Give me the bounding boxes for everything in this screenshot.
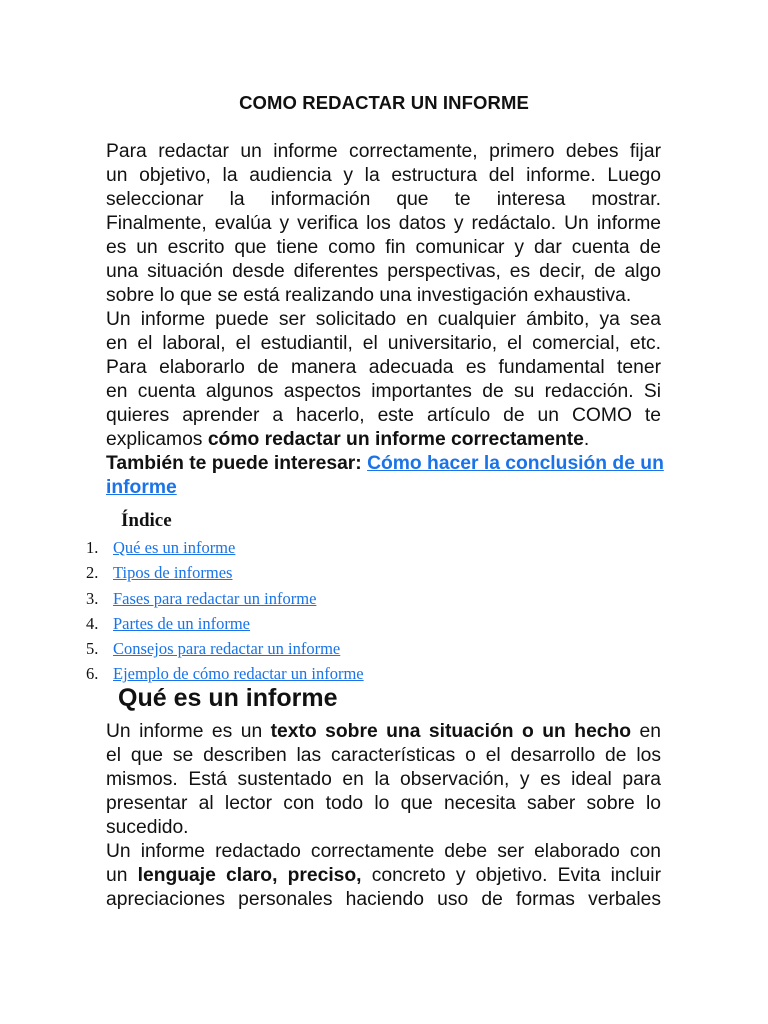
intro-line: un objetivo, la audiencia y la estructura del informe. Luego xyxy=(106,165,661,186)
index-link[interactable]: Partes de un informe xyxy=(113,613,251,633)
index-link[interactable]: Tipos de informes xyxy=(113,563,233,583)
intro-emphasis: cómo redactar un informe correctamente xyxy=(207,429,584,450)
index-number: 1. xyxy=(86,538,99,557)
related-label: También te puede interesar: xyxy=(106,453,368,474)
section-l7-suffix: concreto y objetivo. Evita incluir xyxy=(361,865,661,886)
section-emphasis: texto sobre una situación o un hecho xyxy=(270,721,632,742)
index-link[interactable]: Qué es un informe xyxy=(113,538,236,557)
index-list xyxy=(86,538,364,690)
section-l7-prefix: un xyxy=(106,865,138,886)
intro-line: quieres aprender a hacerlo, este artículo de un COMO te xyxy=(106,405,661,426)
index-item xyxy=(86,563,364,588)
related-link[interactable]: Cómo hacer la conclusión de un informe xyxy=(106,453,664,498)
index-item xyxy=(86,589,364,614)
intro-line: Un informe puede ser solicitado en cualquier ámbito, ya sea xyxy=(106,309,661,330)
index-number: 4. xyxy=(86,613,99,633)
section-heading: Qué es un informe xyxy=(118,684,338,712)
intro-line: en el laboral, el estudiantil, el universitario, el comercial, etc. xyxy=(106,333,661,354)
index-number: 3. xyxy=(86,588,99,608)
index-link[interactable]: Consejos para redactar un informe xyxy=(113,639,341,659)
document-title: COMO REDACTAR UN INFORME xyxy=(239,92,529,113)
section-emphasis-2: lenguaje claro, preciso, xyxy=(137,865,362,886)
intro-last-suffix: . xyxy=(583,429,590,450)
intro-line: en cuenta algunos aspectos importantes de su redacción. Si xyxy=(106,381,661,402)
section-l1-prefix: Un informe es un xyxy=(106,721,271,742)
section-line: presentar al lector con todo lo que necesita saber sobre lo xyxy=(106,793,661,814)
intro-last-prefix: explicamos xyxy=(106,429,208,450)
section-line: el que se describen las características o el desarrollo de los xyxy=(106,745,661,766)
section-line xyxy=(106,864,661,888)
related-article xyxy=(106,452,666,500)
intro-line: Finalmente, evalúa y verifica los datos y redáctalo. Un informe xyxy=(106,213,661,234)
index-number: 2. xyxy=(86,563,99,583)
intro-line: Para redactar un informe correctamente, primero debes fijar xyxy=(106,141,661,162)
section-paragraph xyxy=(106,720,661,912)
index-item xyxy=(86,639,364,664)
index-title: Índice xyxy=(121,510,172,531)
section-line: sucedido. xyxy=(106,817,189,838)
index-number: 6. xyxy=(86,664,99,684)
index-number: 5. xyxy=(86,639,99,659)
intro-last-line xyxy=(106,428,661,452)
intro-line: seleccionar la información que te interesa mostrar. xyxy=(106,189,661,210)
intro-line: Para elaborarlo de manera adecuada es fundamental tener xyxy=(106,357,661,378)
intro-line: es un escrito que tiene como fin comunicar y dar cuenta de xyxy=(106,237,661,258)
index-link[interactable]: Fases para redactar un informe xyxy=(113,588,317,608)
intro-line: una situación desde diferentes perspectivas, es decir, de algo xyxy=(106,261,661,282)
index-item xyxy=(86,614,364,639)
index-item xyxy=(86,538,364,563)
section-l1-suffix: en xyxy=(631,721,661,742)
section-line: mismos. Está sustentado en la observación, y es ideal para xyxy=(106,769,661,790)
index-link[interactable]: Ejemplo de cómo redactar un informe xyxy=(113,664,364,684)
intro-paragraph xyxy=(106,140,661,452)
section-line: Un informe redactado correctamente debe ser elaborado con xyxy=(106,841,661,862)
section-line xyxy=(106,720,661,744)
intro-line: sobre lo que se está realizando una investigación exhaustiva. xyxy=(106,285,632,306)
section-line: apreciaciones personales haciendo uso de formas verbales xyxy=(106,889,661,910)
